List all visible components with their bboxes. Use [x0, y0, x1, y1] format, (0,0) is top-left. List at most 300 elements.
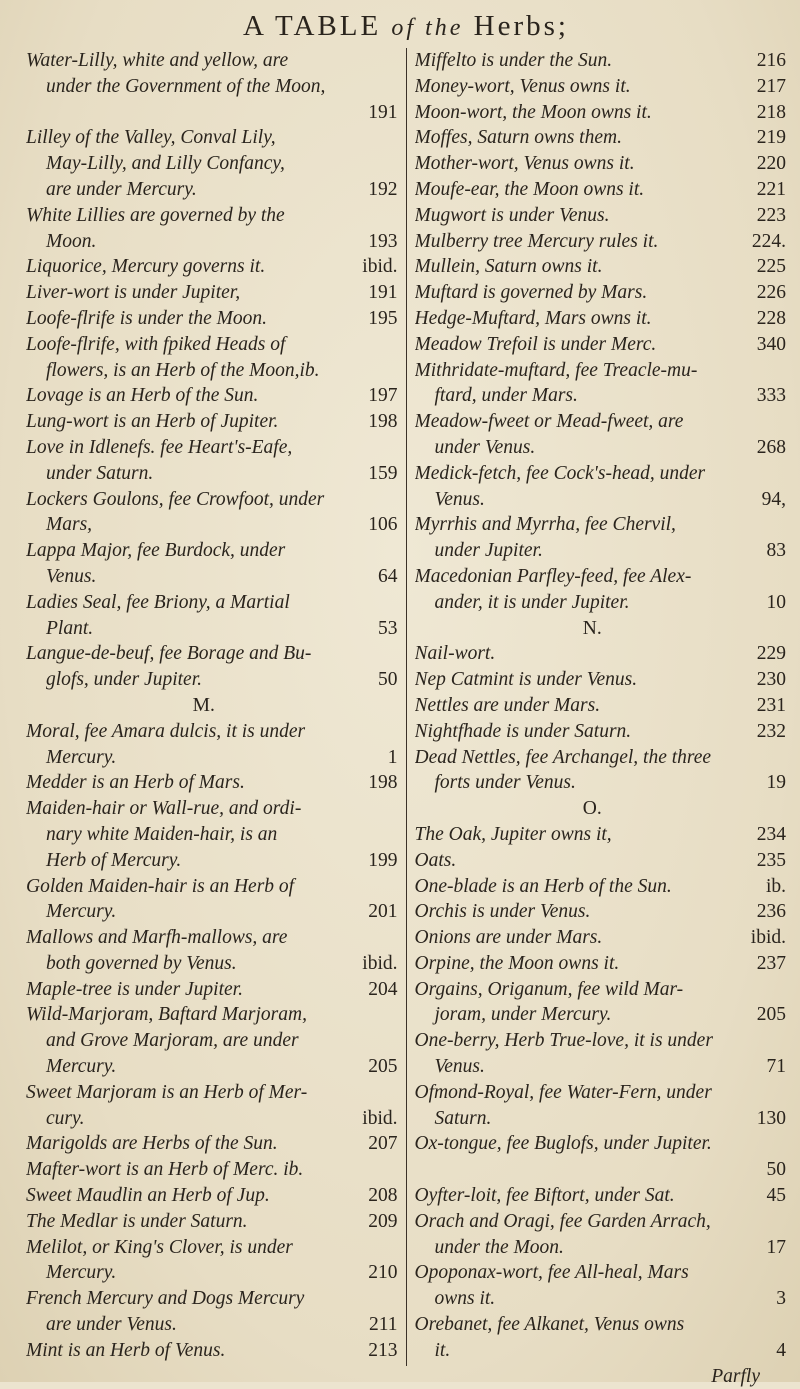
index-entry: [26, 177, 398, 203]
index-entry: [26, 229, 398, 255]
entry-page-number: 10: [766, 591, 787, 613]
index-entry: [26, 564, 398, 590]
index-entry: [415, 203, 787, 229]
entry-text: Lappa Major, fee Burdock, under: [26, 540, 286, 562]
entry-page-number: 198: [368, 411, 398, 433]
entry-page-number: 45: [766, 1185, 787, 1207]
entry-text: nary white Maiden-hair, is an: [46, 823, 278, 845]
index-entry: [26, 1054, 398, 1080]
index-entry: [26, 822, 398, 848]
index-entry: [415, 1157, 787, 1183]
entry-page-number: 191: [368, 282, 398, 304]
entry-text: The Oak, Jupiter owns it,: [414, 823, 612, 845]
entry-page-number: [382, 1235, 398, 1261]
entry-page-number: ibid.: [362, 256, 398, 278]
index-entry: [415, 1183, 787, 1209]
entry-text: Parfly: [711, 1365, 761, 1387]
index-entry: [26, 1286, 398, 1312]
index-entry: [415, 719, 787, 745]
entry-text: Medick-fetch, fee Cock's-head, under: [414, 462, 706, 484]
entry-page-number: [382, 641, 398, 667]
index-entry: [26, 538, 398, 564]
entry-text: Money-wort, Venus owns it.: [414, 75, 631, 97]
entry-text: Orpine, the Moon owns it.: [414, 952, 620, 974]
entry-page-number: 219: [756, 127, 787, 149]
entry-text: are under Venus.: [46, 1314, 177, 1336]
index-entry: [26, 100, 398, 126]
index-entry: [415, 229, 787, 255]
entry-text: Nightfhade is under Saturn.: [414, 720, 632, 742]
index-entry: [26, 1002, 398, 1028]
index-entry: [415, 977, 787, 1003]
entry-page-number: 64: [378, 565, 398, 587]
index-entry: [26, 899, 398, 925]
entry-page-number: 333: [756, 385, 787, 407]
entry-page-number: 53: [378, 617, 398, 639]
entry-text: Orebanet, fee Alkanet, Venus owns: [414, 1314, 685, 1336]
entry-text: Orgains, Origanum, fee wild Mar-: [414, 978, 684, 1000]
entry-text: Maple-tree is under Jupiter.: [26, 978, 243, 1000]
entry-text: Mercury.: [46, 746, 117, 768]
index-entry: [415, 1002, 787, 1028]
entry-text: Saturn.: [434, 1107, 492, 1129]
entry-page-number: 208: [368, 1185, 398, 1207]
entry-text: Venus.: [46, 565, 97, 587]
entry-text: Orach and Oragi, fee Garden Arrach,: [414, 1210, 711, 1232]
entry-page-number: [770, 564, 786, 590]
entry-text: May-Lilly, and Lilly Confancy,: [46, 153, 285, 175]
index-entry: [26, 1338, 398, 1364]
index-entry: [26, 461, 398, 487]
entry-page-number: 204: [368, 978, 398, 1000]
entry-page-number: 193: [368, 230, 398, 252]
catchword: [415, 1364, 787, 1389]
entry-text: [415, 1157, 761, 1183]
entry-page-number: 268: [756, 436, 787, 458]
entry-page-number: [770, 1364, 786, 1389]
entry-page-number: [382, 332, 398, 358]
entry-text: Water-Lilly, white and yellow, are: [26, 50, 289, 71]
index-entry: [415, 1054, 787, 1080]
entry-text: Moon.: [46, 230, 97, 252]
entry-text: flowers, is an Herb of the Moon,ib.: [46, 359, 320, 381]
entry-page-number: [382, 538, 398, 564]
entry-page-number: 3: [776, 1288, 787, 1310]
index-entry: [415, 48, 787, 74]
index-entry: [26, 848, 398, 874]
entry-page-number: [770, 616, 786, 642]
entry-page-number: [382, 693, 398, 719]
index-entry: [415, 332, 787, 358]
entry-text: Venus.: [434, 1056, 485, 1078]
index-entry: [26, 925, 398, 951]
entry-text: Nep Catmint is under Venus.: [414, 669, 638, 691]
index-entry: [26, 409, 398, 435]
entry-text: Opoponax-wort, fee All-heal, Mars: [414, 1262, 689, 1284]
entry-text: Nettles are under Mars.: [414, 694, 601, 716]
index-entry: [26, 745, 398, 771]
index-entry: [26, 74, 398, 100]
entry-text: and Grove Marjoram, are under: [46, 1030, 299, 1052]
entry-text: Herb of Mercury.: [46, 849, 182, 871]
entry-page-number: [382, 822, 398, 848]
entry-page-number: 229: [756, 643, 787, 665]
index-entry: [415, 254, 787, 280]
entry-page-number: [382, 1028, 398, 1054]
index-entry: [415, 1131, 787, 1157]
entry-page-number: 50: [766, 1159, 787, 1181]
entry-text: Langue-de-beuf, fee Borage and Bu-: [26, 643, 312, 665]
entry-page-number: ibid.: [750, 927, 787, 949]
entry-text: under Saturn.: [46, 462, 154, 484]
index-entry: [415, 1286, 787, 1312]
entry-page-number: 4: [776, 1339, 787, 1361]
index-entry: [26, 306, 398, 332]
entry-text: Meadow-fweet or Mead-fweet, are: [414, 411, 684, 433]
entry-page-number: 94,: [761, 488, 787, 510]
entry-page-number: 211: [368, 1314, 398, 1336]
index-entry: [415, 667, 787, 693]
index-entry: [415, 125, 787, 151]
index-entry: [26, 487, 398, 513]
entry-text: Moral, fee Amara dulcis, it is under: [26, 720, 306, 742]
entry-text: Mithridate-muftard, fee Treacle-mu-: [414, 359, 698, 381]
index-entry: [26, 1209, 398, 1235]
index-entry: [415, 693, 787, 719]
index-entry: [26, 1260, 398, 1286]
entry-text: Miffelto is under the Sun.: [414, 50, 613, 71]
entry-text: Liver-wort is under Jupiter,: [26, 282, 241, 304]
entry-page-number: 191: [368, 101, 398, 123]
entry-page-number: 210: [368, 1262, 398, 1284]
entry-text: Muftard is governed by Mars.: [414, 282, 648, 304]
entry-text: Oats.: [414, 849, 457, 871]
index-entry: [415, 409, 787, 435]
entry-text: Orchis is under Venus.: [414, 901, 591, 923]
index-entry: [415, 151, 787, 177]
entry-text: Meadow Trefoil is under Merc.: [414, 333, 657, 355]
index-entry: [26, 203, 398, 229]
entry-page-number: 50: [378, 669, 398, 691]
entry-text: French Mercury and Dogs Mercury: [26, 1288, 305, 1310]
entry-text: Moffes, Saturn owns them.: [414, 127, 622, 149]
entry-text: under the Moon.: [434, 1236, 564, 1258]
section-letter: [415, 616, 787, 642]
entry-text: Plant.: [46, 617, 94, 639]
entry-page-number: [382, 796, 398, 822]
entry-page-number: [382, 1157, 398, 1183]
index-entry: [415, 1235, 787, 1261]
index-entry: [415, 745, 787, 771]
index-entry: [26, 796, 398, 822]
index-entry: [415, 1312, 787, 1338]
entry-page-number: 83: [766, 540, 787, 562]
entry-text: ftard, under Mars.: [434, 385, 578, 407]
index-entry: [26, 332, 398, 358]
entry-page-number: 213: [368, 1339, 398, 1361]
section-letter: [26, 693, 398, 719]
index-entry: [415, 641, 787, 667]
index-entry: [26, 125, 398, 151]
entry-page-number: [382, 590, 398, 616]
index-entry: [415, 487, 787, 513]
entry-text: it.: [434, 1339, 451, 1361]
left-column: [26, 48, 402, 1389]
entry-text: N.: [582, 617, 602, 639]
entry-page-number: 159: [368, 462, 398, 484]
entry-page-number: [770, 358, 786, 384]
entry-page-number: 197: [368, 385, 398, 407]
section-letter: [415, 796, 787, 822]
entry-page-number: [382, 1080, 398, 1106]
entry-page-number: 199: [368, 849, 398, 871]
entry-text: Mugwort is under Venus.: [414, 204, 610, 226]
index-entry: [26, 770, 398, 796]
entry-page-number: [770, 796, 786, 822]
index-entry: [415, 925, 787, 951]
entry-page-number: 216: [756, 50, 787, 71]
entry-text: under Venus.: [434, 436, 536, 458]
entry-page-number: 198: [368, 772, 398, 794]
entry-page-number: [770, 1209, 786, 1235]
entry-page-number: ib.: [765, 875, 787, 897]
page-title: [26, 6, 786, 46]
entry-page-number: [770, 1312, 786, 1338]
entry-page-number: [382, 435, 398, 461]
entry-text: forts under Venus.: [434, 772, 576, 794]
entry-page-number: 234: [756, 823, 787, 845]
index-entry: [415, 177, 787, 203]
entry-page-number: [770, 1028, 786, 1054]
entry-page-number: 71: [766, 1056, 787, 1078]
entry-text: joram, under Mercury.: [434, 1004, 612, 1026]
index-entry: [26, 254, 398, 280]
entry-text: Ox-tongue, fee Buglofs, under Jupiter.: [414, 1133, 712, 1155]
entry-page-number: 230: [756, 669, 787, 691]
entry-text: Golden Maiden-hair is an Herb of: [26, 875, 295, 897]
entry-page-number: [770, 512, 786, 538]
index-entry: [26, 1157, 398, 1183]
right-column: [415, 48, 787, 1389]
entry-page-number: 218: [756, 101, 787, 123]
index-entry: [26, 1080, 398, 1106]
entry-page-number: 209: [368, 1210, 398, 1232]
entry-text: Moon-wort, the Moon owns it.: [414, 101, 652, 123]
entry-text: Mercury.: [46, 901, 117, 923]
title-herbs: Herbs;: [473, 10, 569, 42]
entry-page-number: [382, 487, 398, 513]
title-of-the: of the: [391, 15, 464, 41]
index-entry: [415, 899, 787, 925]
entry-text: glofs, under Jupiter.: [46, 669, 202, 691]
entry-text: Nail-wort.: [414, 643, 496, 665]
index-entry: [26, 383, 398, 409]
entry-page-number: 340: [756, 333, 787, 355]
index-entry: [26, 151, 398, 177]
entry-text: Love in Idlenefs. fee Heart's-Eafe,: [26, 436, 293, 458]
entry-text: The Medlar is under Saturn.: [26, 1210, 248, 1232]
entry-page-number: 195: [368, 307, 398, 329]
title-table: A TABLE: [242, 10, 382, 42]
entry-page-number: 220: [756, 153, 787, 175]
index-entry: [415, 383, 787, 409]
index-entry: [415, 538, 787, 564]
index-entry: [26, 1028, 398, 1054]
entry-text: Mafter-wort is an Herb of Merc. ib.: [26, 1159, 304, 1181]
entry-text: Mallows and Marfh-mallows, are: [26, 927, 288, 949]
index-entry: [26, 1131, 398, 1157]
index-entry: [415, 306, 787, 332]
entry-text: Loofe-flrife is under the Moon.: [26, 307, 268, 329]
index-entry: [415, 1260, 787, 1286]
entry-text: One-berry, Herb True-love, it is under: [414, 1030, 713, 1052]
entry-page-number: [382, 719, 398, 745]
index-entry: [415, 564, 787, 590]
entry-page-number: [382, 125, 398, 151]
entry-text: Sweet Maudlin an Herb of Jup.: [26, 1185, 270, 1207]
entry-page-number: 228: [756, 307, 787, 329]
entry-text: Lung-wort is an Herb of Jupiter.: [26, 411, 279, 433]
index-entry: [415, 358, 787, 384]
entry-text: One-blade is an Herb of the Sun.: [414, 875, 672, 897]
entry-page-number: 1: [387, 746, 398, 768]
entry-text: Mars,: [46, 514, 93, 536]
entry-page-number: [770, 1260, 786, 1286]
entry-text: Wild-Marjoram, Baftard Marjoram,: [26, 1004, 307, 1026]
index-entry: [415, 951, 787, 977]
entry-text: Myrrhis and Myrrha, fee Chervil,: [414, 514, 676, 536]
entry-text: cury.: [46, 1107, 85, 1129]
index-entry: [26, 358, 398, 384]
entry-page-number: 224.: [751, 230, 787, 252]
entry-page-number: [382, 1286, 398, 1312]
entry-text: Moufe-ear, the Moon owns it.: [414, 178, 645, 200]
index-entry: [415, 1338, 787, 1364]
entry-text: owns it.: [434, 1288, 496, 1310]
entry-page-number: [770, 461, 786, 487]
index-entry: [415, 280, 787, 306]
entry-page-number: 19: [766, 772, 787, 794]
entry-page-number: 225: [756, 256, 787, 278]
entry-text: Venus.: [434, 488, 485, 510]
entry-text: Macedonian Parfley-feed, fee Alex-: [414, 565, 692, 587]
entry-page-number: [382, 358, 398, 384]
entry-page-number: 221: [756, 178, 787, 200]
entry-text: Mother-wort, Venus owns it.: [414, 153, 635, 175]
entry-page-number: ibid.: [362, 952, 398, 974]
index-entry: [26, 1235, 398, 1261]
entry-page-number: [770, 977, 786, 1003]
entry-page-number: 232: [756, 720, 787, 742]
entry-page-number: ibid.: [362, 1107, 398, 1129]
entry-page-number: 205: [368, 1056, 398, 1078]
entry-page-number: 130: [756, 1107, 787, 1129]
column-divider: [406, 48, 407, 1366]
entry-text: [26, 100, 362, 126]
entry-text: under the Government of the Moon,: [46, 75, 326, 97]
entry-text: Lilley of the Valley, Conval Lily,: [26, 127, 276, 149]
index-entry: [415, 1106, 787, 1132]
entry-text: Mint is an Herb of Venus.: [26, 1339, 226, 1361]
index-entry: [26, 435, 398, 461]
entry-page-number: [770, 1131, 786, 1157]
entry-page-number: 106: [368, 514, 398, 536]
entry-text: Liquorice, Mercury governs it.: [26, 256, 266, 278]
entry-text: Ofmond-Royal, fee Water-Fern, under: [414, 1081, 712, 1103]
entry-page-number: [382, 874, 398, 900]
index-entry: [415, 848, 787, 874]
entry-text: both governed by Venus.: [46, 952, 237, 974]
index-entry: [415, 74, 787, 100]
entry-page-number: [770, 1080, 786, 1106]
entry-page-number: 223: [756, 204, 787, 226]
index-entry: [415, 512, 787, 538]
index-entry: [415, 100, 787, 126]
entry-text: ander, it is under Jupiter.: [434, 591, 630, 613]
index-entry: [26, 641, 398, 667]
index-entry: [26, 1312, 398, 1338]
entry-text: White Lillies are governed by the: [26, 204, 285, 226]
entry-page-number: [382, 1002, 398, 1028]
entry-text: Onions are under Mars.: [414, 927, 603, 949]
index-entry: [26, 977, 398, 1003]
entry-page-number: 237: [756, 952, 787, 974]
entry-page-number: [382, 203, 398, 229]
entry-text: Loofe-flrife, with fpiked Heads of: [26, 333, 286, 355]
entry-page-number: 205: [756, 1004, 787, 1026]
entry-page-number: [382, 48, 398, 74]
entry-text: Mercury.: [46, 1056, 117, 1078]
index-entry: [415, 435, 787, 461]
entry-text: Hedge-Muftard, Mars owns it.: [414, 307, 652, 329]
entry-text: Medder is an Herb of Mars.: [26, 772, 245, 794]
entry-text: Lovage is an Herb of the Sun.: [26, 385, 259, 407]
entry-page-number: 17: [766, 1236, 787, 1258]
index-entry: [26, 951, 398, 977]
entry-text: O.: [582, 798, 602, 820]
index-entry: [415, 590, 787, 616]
index-entry: [26, 874, 398, 900]
entry-page-number: 226: [756, 282, 787, 304]
index-entry: [26, 1183, 398, 1209]
index-entry: [26, 512, 398, 538]
index-entry: [26, 719, 398, 745]
entry-page-number: [382, 151, 398, 177]
entry-text: Ladies Seal, fee Briony, a Martial: [26, 591, 290, 613]
entry-text: Melilot, or King's Clover, is under: [26, 1236, 293, 1258]
index-entry: [415, 874, 787, 900]
index-entry: [26, 1106, 398, 1132]
entry-page-number: 217: [756, 75, 787, 97]
entry-text: Maiden-hair or Wall-rue, and ordi-: [26, 798, 302, 820]
entry-page-number: 235: [756, 849, 787, 871]
index-columns: [26, 48, 786, 1389]
entry-text: Sweet Marjoram is an Herb of Mer-: [26, 1081, 308, 1103]
index-entry: [415, 770, 787, 796]
entry-page-number: [382, 925, 398, 951]
entry-page-number: 207: [368, 1133, 398, 1155]
entry-page-number: [770, 409, 786, 435]
entry-text: Mulberry tree Mercury rules it.: [414, 230, 659, 252]
index-entry: [415, 1209, 787, 1235]
index-entry: [26, 48, 398, 74]
entry-page-number: 236: [756, 901, 787, 923]
entry-text: Lockers Goulons, fee Crowfoot, under: [26, 488, 325, 510]
entry-page-number: 201: [368, 901, 398, 923]
index-entry: [415, 1028, 787, 1054]
entry-page-number: 192: [368, 178, 398, 200]
entry-text: M.: [192, 694, 215, 716]
